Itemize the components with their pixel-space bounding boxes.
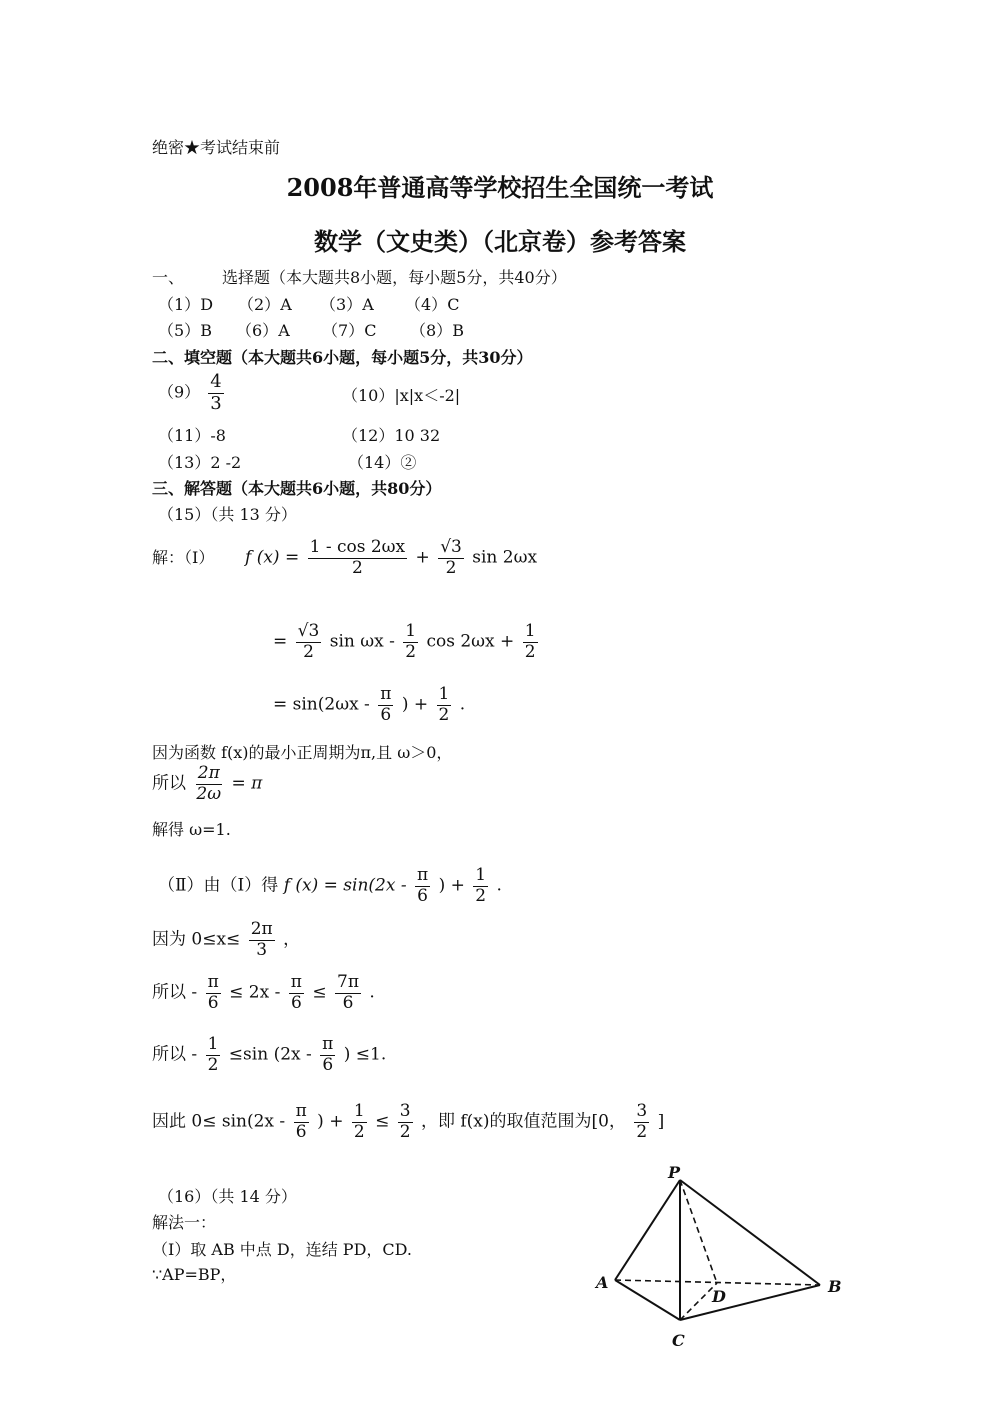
answer-5: （5）B bbox=[158, 321, 212, 340]
so-line: 所以 $\frac{2\pi}{2\omega}$ = π bbox=[152, 763, 263, 804]
fraction: $\frac{2\pi}{2\omega}$ bbox=[196, 763, 222, 804]
fraction: $\frac{\pi}{6}$ bbox=[207, 972, 219, 1013]
fraction: $\frac{\pi}{6}$ bbox=[290, 972, 302, 1013]
edge-pb bbox=[680, 1180, 820, 1285]
fraction: $\frac{1}{2}$ bbox=[475, 865, 487, 906]
label-b: B bbox=[828, 1277, 842, 1296]
fill-answer-12: （12）10 32 bbox=[342, 426, 441, 445]
section1-heading-num: 一、 bbox=[152, 268, 185, 287]
fraction: $\frac{\pi}{6}$ bbox=[322, 1034, 334, 1075]
label-a: A bbox=[596, 1273, 609, 1292]
so-range-line: 所以 - $\frac{\pi}{6}$ ≤ 2x - $\frac{\pi}{6}$ ≤ $\frac{7\pi}{6}$ . bbox=[152, 972, 375, 1013]
label-c: C bbox=[672, 1331, 685, 1350]
fraction: $\frac{1}{2}$ bbox=[353, 1101, 365, 1142]
answer-8: （8）B bbox=[410, 321, 464, 340]
method1-label: 解法一： bbox=[152, 1213, 217, 1232]
fraction: $\frac{\pi}{6}$ bbox=[417, 865, 429, 906]
fraction: $\frac{√3}{2}$ bbox=[440, 537, 462, 578]
solve-line: 解得 ω=1. bbox=[152, 820, 231, 839]
part2-line: （Ⅱ）由（Ⅰ）得 f (x) = sin(2x - $\frac{\pi}{6}$ ) + $\frac{1}{2}$ . bbox=[158, 865, 502, 906]
fraction: $\frac{\pi}{6}$ bbox=[295, 1101, 307, 1142]
fraction: $\frac{1 - \cos 2\omega x}{2}$ bbox=[309, 537, 406, 578]
label-p: P bbox=[668, 1163, 681, 1182]
fraction: $\frac{1}{2}$ bbox=[524, 621, 536, 662]
section3-heading: 三、解答题（本大题共6小题，共80分） bbox=[152, 479, 442, 498]
q15-heading: （15）（共 13 分） bbox=[158, 505, 297, 524]
answer-4: （4）C bbox=[405, 295, 460, 314]
fraction: $\frac{1}{2}$ bbox=[207, 1034, 219, 1075]
edge-ac bbox=[615, 1280, 680, 1320]
hence-line: 因此 0≤ sin(2x - $\frac{\pi}{6}$ ) + $\frac{1}{2}$ ≤ $\frac{3}{2}$ ，即 f(x)的取值范围为[0， $\frac{3}{2}$ ] bbox=[152, 1101, 665, 1142]
q16-part1: （Ⅰ）取 AB 中点 D，连结 PD，CD. bbox=[152, 1240, 412, 1259]
edge-ab-dashed bbox=[615, 1280, 820, 1285]
fraction: $\frac{4}{3}$ bbox=[210, 371, 222, 414]
fill-q9-label: （9） bbox=[158, 382, 201, 402]
q16-since: ∵AP=BP， bbox=[152, 1265, 237, 1284]
edge-pa bbox=[615, 1180, 680, 1280]
fraction: $\frac{1}{2}$ bbox=[405, 621, 417, 662]
because-line: 因为 0≤x≤ $\frac{2\pi}{3}$ ， bbox=[152, 919, 301, 960]
label-d: D bbox=[712, 1287, 726, 1306]
answer-3: （3）A bbox=[320, 295, 374, 314]
section2-heading: 二、填空题（本大题共6小题，每小题5分，共30分） bbox=[152, 348, 533, 367]
fill-answer-11: （11）-8 bbox=[158, 426, 226, 445]
pyramid-figure bbox=[580, 1160, 880, 1360]
fill-answer-14: （14）② bbox=[348, 453, 417, 472]
fraction: $\frac{2\pi}{3}$ bbox=[250, 919, 273, 960]
fraction: $\frac{1}{2}$ bbox=[438, 684, 450, 725]
fraction: $\frac{7\pi}{6}$ bbox=[337, 972, 360, 1013]
fraction: $\frac{3}{2}$ bbox=[399, 1101, 411, 1142]
fraction: $\frac{\pi}{6}$ bbox=[380, 684, 392, 725]
answer-6: （6）A bbox=[236, 321, 290, 340]
period-line: 因为函数 f(x)的最小正周期为π,且 ω＞0， bbox=[152, 743, 453, 762]
equation-3: = sin(2ωx - $\frac{\pi}{6}$ ) + $\frac{1}{2}$ . bbox=[273, 684, 466, 725]
fill-answer-13: （13）2 -2 bbox=[158, 453, 242, 472]
fraction: $\frac{√3}{2}$ bbox=[297, 621, 320, 662]
page-subtitle: 数学（文史类）（北京卷）参考答案 bbox=[314, 227, 686, 256]
fill-answer-10: （10）|x|x＜-2| bbox=[342, 386, 461, 405]
edge-pd-dashed bbox=[680, 1180, 717, 1283]
page-title: 2008年普通高等学校招生全国统一考试 bbox=[286, 173, 714, 202]
answer-7: （7）C bbox=[322, 321, 377, 340]
q16-heading: （16）（共 14 分） bbox=[158, 1187, 297, 1206]
edge-cb bbox=[680, 1285, 820, 1320]
fill-answer-9 bbox=[158, 372, 227, 414]
section1-heading: 选择题（本大题共8小题，每小题5分，共40分） bbox=[222, 268, 567, 287]
answer-1: （1）D bbox=[158, 295, 214, 314]
so-sin-line: 所以 - $\frac{1}{2}$ ≤sin (2x - $\frac{\pi}{6}$ ) ≤1. bbox=[152, 1034, 387, 1075]
solution-label: 解：（Ⅰ） bbox=[152, 548, 215, 567]
equation-1: f (x) = $\frac{1 - \cos 2\omega x}{2}$ + $\frac{√3}{2}$ sin 2ωx bbox=[245, 537, 538, 578]
secret-label: 绝密★考试结束前 bbox=[152, 138, 281, 157]
answer-2: （2）A bbox=[238, 295, 292, 314]
fraction: $\frac{3}{2}$ bbox=[636, 1101, 648, 1142]
equation-2: = $\frac{√3}{2}$ sin ωx - $\frac{1}{2}$ cos 2ωx + $\frac{1}{2}$ bbox=[273, 621, 536, 662]
